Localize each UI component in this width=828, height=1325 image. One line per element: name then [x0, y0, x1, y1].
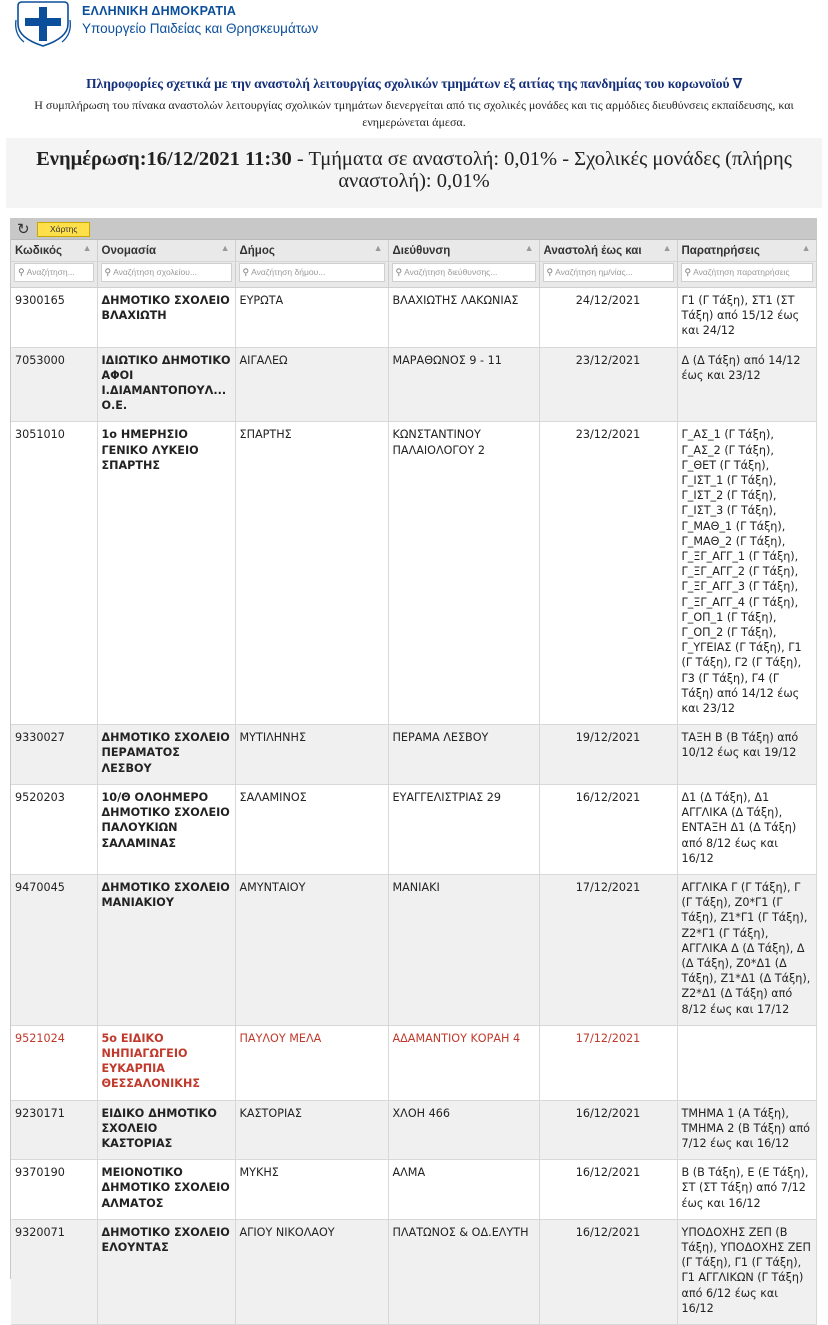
- school-name-cell: ΔΗΜΟΤΙΚΟ ΣΧΟΛΕΙΟ ΠΕΡΑΜΑΤΟΣ ΛΕΣΒΟΥ: [97, 725, 235, 785]
- suspended-until-cell: 23/12/2021: [539, 422, 677, 725]
- table-row[interactable]: [11, 1160, 816, 1220]
- address-cell: ΜΑΝΙΑΚΙ: [388, 874, 539, 1025]
- search-icon: ⚲: [18, 267, 25, 277]
- table-row[interactable]: [11, 288, 816, 348]
- column-search-input[interactable]: [543, 263, 674, 282]
- suspended-until-cell: 23/12/2021: [539, 347, 677, 422]
- municipality-cell: ΕΥΡΩΤΑ: [235, 288, 388, 348]
- search-icon: ⚲: [242, 267, 250, 277]
- info-title[interactable]: [0, 76, 828, 92]
- suspended-until-cell: 24/12/2021: [539, 288, 677, 348]
- school-name-cell: ΔΗΜΟΤΙΚΟ ΣΧΟΛΕΙΟ ΕΛΟΥΝΤΑΣ: [97, 1219, 235, 1324]
- triangle-down-icon[interactable]: ∇: [732, 76, 742, 91]
- update-banner: [6, 138, 822, 208]
- municipality-cell: ΑΓΙΟΥ ΝΙΚΟΛΑΟΥ: [235, 1219, 388, 1324]
- search-placeholder: Αναζήτηση δήμου...: [251, 267, 326, 277]
- address-cell: ΑΛΜΑ: [388, 1160, 539, 1220]
- column-header[interactable]: [97, 240, 235, 262]
- municipality-cell: ΑΙΓΑΛΕΩ: [235, 347, 388, 422]
- notes-cell: ΥΠΟΔΟΧΗΣ ΖΕΠ (Β Τάξη), ΥΠΟΔΟΧΗΣ ΖΕΠ (Γ Τάξη), Γ1 (Γ Τάξη), Γ1 ΑΓΓΛΙΚΩΝ (Γ Τάξη) από 6/12 έως και 16/12: [677, 1219, 816, 1324]
- table-row[interactable]: [11, 422, 816, 725]
- column-header-label: Παρατηρήσεις: [681, 244, 760, 257]
- suspended-until-cell: 19/12/2021: [539, 725, 677, 785]
- school-name-cell: ΕΙΔΙΚΟ ΔΗΜΟΤΙΚΟ ΣΧΟΛΕΙΟ ΚΑΣΤΟΡΙΑΣ: [97, 1100, 235, 1160]
- search-row: [11, 262, 816, 288]
- address-cell: ΠΛΑΤΩΝΟΣ & ΟΔ.ΕΛΥΤΗ: [388, 1219, 539, 1324]
- column-filter-cell: [388, 262, 539, 288]
- school-code-cell: 3051010: [11, 422, 97, 725]
- column-header[interactable]: [677, 240, 816, 262]
- table-row[interactable]: [11, 1100, 816, 1160]
- municipality-cell: ΚΑΣΤΟΡΙΑΣ: [235, 1100, 388, 1160]
- notes-cell: Β (Β Τάξη), Ε (Ε Τάξη), ΣΤ (ΣΤ Τάξη) από 7/12 έως και 16/12: [677, 1160, 816, 1220]
- suspended-until-cell: 16/12/2021: [539, 1160, 677, 1220]
- search-placeholder: Αναζήτηση παρατηρήσεις: [693, 267, 790, 277]
- sort-icon[interactable]: ▲: [220, 243, 230, 253]
- government-name: ΕΛΛΗΝΙΚΗ ΔΗΜΟΚΡΑΤΙΑ: [82, 4, 237, 18]
- column-header-label: Διεύθυνση: [392, 244, 451, 257]
- update-stats: - Τμήματα σε αναστολή: 0,01% - Σχολικές μονάδες (πλήρης αναστολή): 0,01%: [291, 148, 792, 192]
- address-cell: ΚΩΝΣΤΑΝΤΙΝΟΥ ΠΑΛΑΙΟΛΟΓΟΥ 2: [388, 422, 539, 725]
- map-button[interactable]: Χάρτης: [37, 222, 90, 237]
- table-body: [11, 288, 816, 1325]
- address-cell: ΒΛΑΧΙΩΤΗΣ ΛΑΚΩΝΙΑΣ: [388, 288, 539, 348]
- greek-coat-of-arms-icon: [14, 0, 72, 48]
- municipality-cell: ΠΑΥΛΟΥ ΜΕΛΑ: [235, 1025, 388, 1100]
- school-code-cell: 9320071: [11, 1219, 97, 1324]
- table-row[interactable]: [11, 347, 816, 422]
- sort-icon[interactable]: ▲: [662, 243, 672, 253]
- notes-cell: [677, 1025, 816, 1100]
- municipality-cell: ΜΥΚΗΣ: [235, 1160, 388, 1220]
- school-name-cell: ΔΗΜΟΤΙΚΟ ΣΧΟΛΕΙΟ ΜΑΝΙΑΚΙΟΥ: [97, 874, 235, 1025]
- search-icon: ⚲: [104, 267, 112, 277]
- header-row: [11, 240, 816, 262]
- municipality-cell: ΜΥΤΙΛΗΝΗΣ: [235, 725, 388, 785]
- school-code-cell: 9230171: [11, 1100, 97, 1160]
- site-header: [0, 0, 828, 56]
- notes-cell: Γ1 (Γ Τάξη), ΣΤ1 (ΣΤ Τάξη) από 15/12 έως και 24/12: [677, 288, 816, 348]
- school-code-cell: 9521024: [11, 1025, 97, 1100]
- sort-icon[interactable]: ▲: [801, 243, 811, 253]
- search-placeholder: Αναζήτηση διεύθυνσης...: [404, 267, 498, 277]
- municipality-cell: ΣΠΑΡΤΗΣ: [235, 422, 388, 725]
- notes-cell: ΤΜΗΜΑ 1 (Α Τάξη), ΤΜΗΜΑ 2 (Β Τάξη) από 7/12 έως και 16/12: [677, 1100, 816, 1160]
- info-description: Η συμπλήρωση του πίνακα αναστολών λειτουργίας σχολικών τμημάτων διενεργείται από τις σχολικές μονάδες και τις αρμόδιες διευθύνσεις εκπαίδευσης, και ενημερώνεται άμεσα.: [34, 98, 794, 129]
- notes-cell: Δ (Δ Τάξη) από 14/12 έως και 23/12: [677, 347, 816, 422]
- column-search-input[interactable]: [239, 263, 385, 282]
- column-search-input[interactable]: [681, 263, 813, 282]
- school-code-cell: 9370190: [11, 1160, 97, 1220]
- column-filter-cell: [235, 262, 388, 288]
- column-filter-cell: [677, 262, 816, 288]
- column-search-input[interactable]: [392, 263, 536, 282]
- column-header[interactable]: [388, 240, 539, 262]
- suspended-until-cell: 16/12/2021: [539, 1100, 677, 1160]
- column-search-input[interactable]: [101, 263, 232, 282]
- column-header-label: Αναστολή έως και: [543, 244, 642, 257]
- school-name-cell: 1ο ΗΜΕΡΗΣΙΟ ΓΕΝΙΚΟ ΛΥΚΕΙΟ ΣΠΑΡΤΗΣ: [97, 422, 235, 725]
- search-placeholder: Αναζήτηση...: [26, 267, 75, 277]
- sort-icon[interactable]: ▲: [524, 243, 534, 253]
- suspensions-grid: [10, 218, 817, 1315]
- column-filter-cell: [11, 262, 97, 288]
- address-cell: ΑΔΑΜΑΝΤΙΟΥ ΚΟΡΑΗ 4: [388, 1025, 539, 1100]
- table-row[interactable]: [11, 1025, 816, 1100]
- address-cell: ΕΥΑΓΓΕΛΙΣΤΡΙΑΣ 29: [388, 784, 539, 874]
- refresh-icon[interactable]: ↻: [17, 220, 30, 238]
- search-placeholder: Αναζήτηση σχολείου...: [113, 267, 197, 277]
- school-code-cell: 7053000: [11, 347, 97, 422]
- school-name-cell: 10/Θ ΟΛΟΗΜΕΡΟ ΔΗΜΟΤΙΚΟ ΣΧΟΛΕΙΟ ΠΑΛΟΥΚΙΩΝ ΣΑΛΑΜΙΝΑΣ: [97, 784, 235, 874]
- suspended-until-cell: 17/12/2021: [539, 874, 677, 1025]
- ministry-name: Υπουργείο Παιδείας και Θρησκευμάτων: [82, 21, 319, 36]
- column-header-label: Ονομασία: [101, 244, 157, 257]
- search-icon: ⚲: [684, 267, 692, 277]
- suspended-until-cell: 16/12/2021: [539, 784, 677, 874]
- school-name-cell: ΙΔΙΩΤΙΚΟ ΔΗΜΟΤΙΚΟ ΑΦΟΙ Ι.ΔΙΑΜΑΝΤΟΠΟΥΛ... Ο.Ε.: [97, 347, 235, 422]
- search-icon: ⚲: [395, 267, 403, 277]
- school-name-cell: ΜΕΙΟΝΟΤΙΚΟ ΔΗΜΟΤΙΚΟ ΣΧΟΛΕΙΟ ΑΛΜΑΤΟΣ: [97, 1160, 235, 1220]
- school-code-cell: 9300165: [11, 288, 97, 348]
- school-code-cell: 9520203: [11, 784, 97, 874]
- update-timestamp: Ενημέρωση:16/12/2021 11:30: [36, 148, 292, 170]
- grid-toolbar: [11, 219, 816, 240]
- column-header-label: Δήμος: [239, 244, 275, 257]
- sort-icon[interactable]: ▲: [82, 243, 92, 253]
- address-cell: ΧΛΟΗ 466: [388, 1100, 539, 1160]
- search-placeholder: Αναζήτηση ημ/νίας...: [555, 267, 633, 277]
- school-code-cell: 9470045: [11, 874, 97, 1025]
- column-filter-cell: [539, 262, 677, 288]
- table-row[interactable]: [11, 784, 816, 874]
- address-cell: ΠΕΡΑΜΑ ΛΕΣΒΟΥ: [388, 725, 539, 785]
- municipality-cell: ΣΑΛΑΜΙΝΟΣ: [235, 784, 388, 874]
- table-row[interactable]: [11, 725, 816, 785]
- sort-icon[interactable]: ▲: [373, 243, 383, 253]
- suspended-until-cell: 17/12/2021: [539, 1025, 677, 1100]
- school-code-cell: 9330027: [11, 725, 97, 785]
- notes-cell: Δ1 (Δ Τάξη), Δ1 ΑΓΓΛΙΚΑ (Δ Τάξη), ΕΝΤΑΞΗ Δ1 (Δ Τάξη) από 8/12 έως και 16/12: [677, 784, 816, 874]
- info-title-text: Πληροφορίες σχετικά με την αναστολή λειτουργίας σχολικών τμημάτων εξ αιτίας της πανδημίας του κορωνοϊού: [86, 76, 730, 91]
- table-row[interactable]: [11, 1219, 816, 1324]
- column-header[interactable]: [539, 240, 677, 262]
- school-name-cell: 5ο ΕΙΔΙΚΟ ΝΗΠΙΑΓΩΓΕΙΟ ΕΥΚΑΡΠΙΑ ΘΕΣΣΑΛΟΝΙΚΗΣ: [97, 1025, 235, 1100]
- column-search-input[interactable]: [14, 263, 94, 282]
- address-cell: ΜΑΡΑΘΩΝΟΣ 9 - 11: [388, 347, 539, 422]
- school-name-cell: ΔΗΜΟΤΙΚΟ ΣΧΟΛΕΙΟ ΒΛΑΧΙΩΤΗ: [97, 288, 235, 348]
- column-filter-cell: [97, 262, 235, 288]
- table-row[interactable]: [11, 874, 816, 1025]
- municipality-cell: ΑΜΥΝΤΑΙΟΥ: [235, 874, 388, 1025]
- suspensions-table: [11, 240, 817, 1325]
- notes-cell: Γ_ΑΣ_1 (Γ Τάξη), Γ_ΑΣ_2 (Γ Τάξη), Γ_ΘΕΤ (Γ Τάξη), Γ_ΙΣΤ_1 (Γ Τάξη), Γ_ΙΣΤ_2 (Γ Τάξη), Γ_ΙΣΤ_3 (Γ Τάξη), Γ_ΜΑΘ_1 (Γ Τάξη), Γ_ΜΑΘ_2 (Γ Τάξη), Γ_ΞΓ_ΑΓΓ_1 (Γ Τάξη), Γ_ΞΓ_ΑΓΓ_2 (Γ Τάξη), Γ_ΞΓ_ΑΓΓ_3 (Γ Τάξη), Γ_ΞΓ_ΑΓΓ_4 (Γ Τάξη), Γ_ΟΠ_1 (Γ Τάξη), Γ_ΟΠ_2 (Γ Τάξη), Γ_ΥΓΕΙΑΣ (Γ Τάξη), Γ1 (Γ Τάξη), Γ2 (Γ Τάξη), Γ3 (Γ Τάξη), Γ4 (Γ Τάξη) από 14/12 έως και 23/12: [677, 422, 816, 725]
- notes-cell: ΑΓΓΛΙΚΑ Γ (Γ Τάξη), Γ (Γ Τάξη), Ζ0*Γ1 (Γ Τάξη), Ζ1*Γ1 (Γ Τάξη), Ζ2*Γ1 (Γ Τάξη), ΑΓΓΛΙΚΑ Δ (Δ Τάξη), Δ (Δ Τάξη), Ζ0*Δ1 (Δ Τάξη), Ζ1*Δ1 (Δ Τάξη), Ζ2*Δ1 (Δ Τάξη) από 8/12 έως και 17/12: [677, 874, 816, 1025]
- suspended-until-cell: 16/12/2021: [539, 1219, 677, 1324]
- search-icon: ⚲: [546, 267, 554, 277]
- notes-cell: ΤΑΞΗ Β (Β Τάξη) από 10/12 έως και 19/12: [677, 725, 816, 785]
- column-header[interactable]: [235, 240, 388, 262]
- column-header-label: Κωδικός: [15, 244, 62, 257]
- column-header[interactable]: [11, 240, 97, 262]
